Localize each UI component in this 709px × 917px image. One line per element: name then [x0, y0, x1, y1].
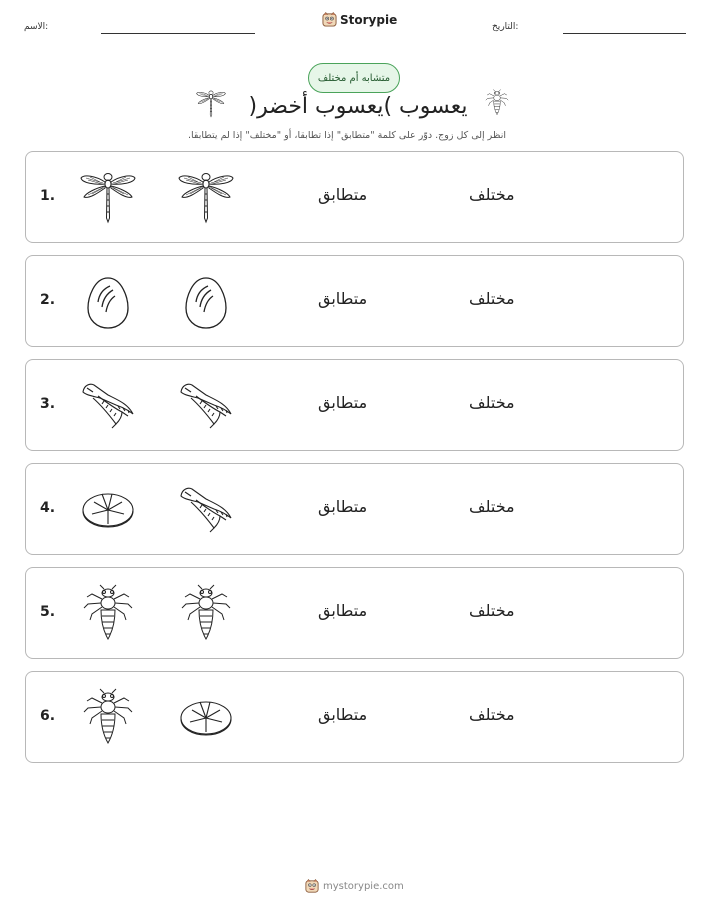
brand [322, 12, 397, 27]
date-label: التاريخ: [492, 22, 519, 32]
lily-pad-icon [78, 480, 138, 540]
egg-icon [78, 272, 138, 332]
question-row [25, 359, 684, 451]
name-line[interactable] [101, 33, 255, 34]
nymph-title-icon [483, 89, 511, 117]
row-number: 5. [40, 604, 56, 620]
date-line[interactable] [563, 33, 686, 34]
row-number: 1. [40, 188, 56, 204]
same-option[interactable]: متطابق [318, 705, 368, 724]
jaw-icon [176, 376, 236, 436]
dragonfly-icon [78, 168, 138, 228]
nymph-icon [78, 688, 138, 748]
dragonfly-icon [176, 168, 236, 228]
dragonfly-title-icon [195, 88, 227, 120]
nymph-icon [78, 584, 138, 644]
different-option[interactable]: مختلف [469, 393, 515, 412]
brand-name: Storypie [340, 12, 398, 27]
different-option[interactable]: مختلف [469, 705, 515, 724]
storypie-logo-icon [305, 879, 319, 893]
same-option[interactable]: متطابق [318, 185, 368, 204]
same-option[interactable]: متطابق [318, 601, 368, 620]
instructions: انظر إلى كل زوج. دوّر على كلمة "متطابق" إذا تطابقا، أو "مختلف" إذا لم يتطابقا. [187, 130, 506, 141]
same-option[interactable]: متطابق [318, 289, 368, 308]
footer-site[interactable]: mystorypie.com [323, 880, 404, 892]
question-row [25, 671, 684, 763]
row-number: 3. [40, 396, 56, 412]
name-label: الاسم: [24, 22, 49, 32]
row-number: 2. [40, 292, 56, 308]
same-option[interactable]: متطابق [318, 393, 368, 412]
egg-icon [176, 272, 236, 332]
question-row [25, 151, 684, 243]
same-option[interactable]: متطابق [318, 497, 368, 516]
category-pill: متشابه أم مختلف [308, 63, 400, 93]
worksheet-title: يعسوب )يعسوب أخضر( [248, 94, 468, 119]
row-number: 6. [40, 708, 56, 724]
different-option[interactable]: مختلف [469, 601, 515, 620]
jaw-icon [176, 480, 236, 540]
question-row [25, 255, 684, 347]
storypie-logo-icon [322, 12, 337, 27]
lily-pad-icon [176, 688, 236, 748]
different-option[interactable]: مختلف [469, 289, 515, 308]
footer [305, 879, 404, 893]
question-row [25, 463, 684, 555]
nymph-icon [176, 584, 236, 644]
jaw-icon [78, 376, 138, 436]
row-number: 4. [40, 500, 56, 516]
question-row [25, 567, 684, 659]
different-option[interactable]: مختلف [469, 185, 515, 204]
different-option[interactable]: مختلف [469, 497, 515, 516]
